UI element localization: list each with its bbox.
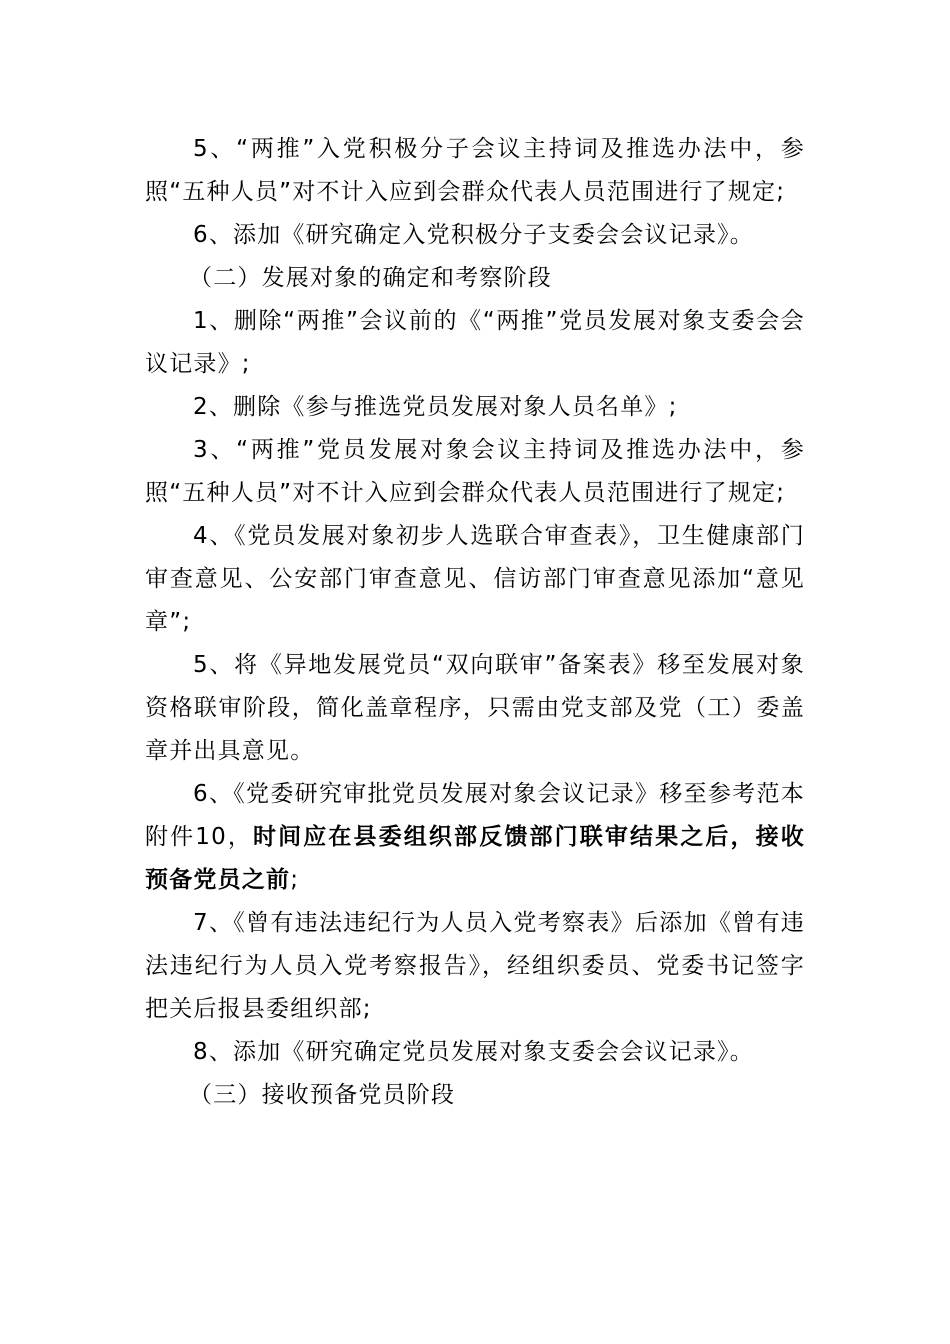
document-body [145,128,805,1117]
paragraph-item-4: 4、《党员发展对象初步人选联合审查表》，卫生健康部门审查意见、公安部门审查意见、信访部门审查意见添加“意见章”; [145,523,805,635]
paragraph-item-5b: 5、将《异地发展党员“双向联审”备案表》移至发展对象资格联审阶段，简化盖章程序，只需由党支部及党（工）委盖章并出具意见。 [145,652,805,764]
paragraph-item-1: 1、删除“两推”会议前的《“两推”党员发展对象支委会会议记录》; [145,308,805,377]
paragraph-item-6b [145,773,805,902]
bold-emphasis-text: 时间应在县委组织部反馈部门联审结果之后，接收预备党员之前 [145,824,805,893]
paragraph-item-5: 5、“两推”入党积极分子会议主持词及推选办法中，参照“五种人员”对不计入应到会群众代表人员范围进行了规定; [145,136,805,205]
section-heading-2: （二）发展对象的确定和考察阶段 [189,265,552,291]
paragraph-item-6: 6、添加《研究确定入党积极分子支委会会议记录》。 [193,222,754,248]
paragraph-item-3: 3、“两推”党员发展对象会议主持词及推选办法中，参照“五种人员”对不计入应到会群众代表人员范围进行了规定; [145,437,805,506]
paragraph-text: 6、《党委研究审批党员发展对象会议记录》移至参考范本附件10， [145,781,805,850]
paragraph-end-text: ; [290,867,300,893]
paragraph-item-8: 8、添加《研究确定党员发展对象支委会会议记录》。 [193,1039,754,1065]
section-heading-3: （三）接收预备党员阶段 [189,1082,456,1108]
paragraph-item-2: 2、删除《参与推选党员发展对象人员名单》; [193,394,678,420]
paragraph-item-7: 7、《曾有违法违纪行为人员入党考察表》后添加《曾有违法违纪行为人员入党考察报告》，经组织委员、党委书记签字把关后报县委组织部; [145,910,805,1022]
